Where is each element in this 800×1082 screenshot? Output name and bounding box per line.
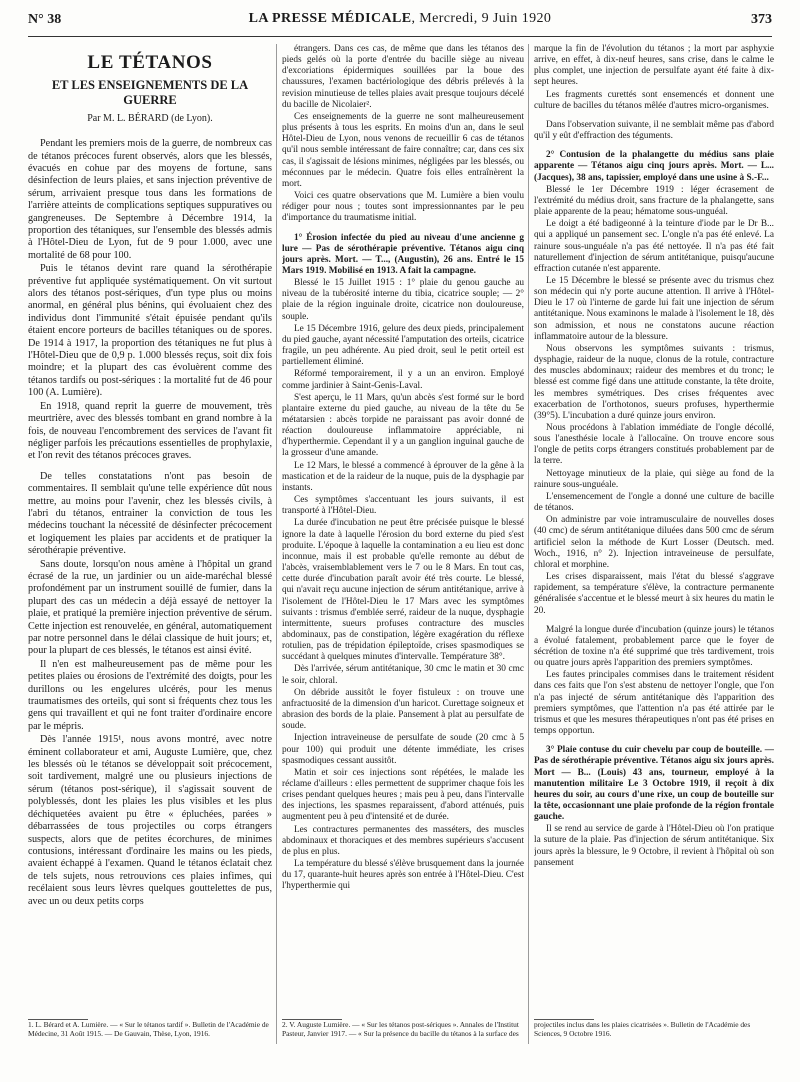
paragraph: Malgré la longue durée d'incubation (quinze jours) le tétanos a évolué fatalement, probablement parce que le foyer de sécrétion de toxine n'a été supprimé que très tardivement, trois ou quatre jours après l'apparition des premiers symptômes. xyxy=(534,624,774,669)
paragraph: La durée d'incubation ne peut être précisée puisque le blessé ignore la date à laquelle l'érosion du bord externe du pied s'est produite. L'époque à laquelle la contamination a eu lieu est donc inconnue, mais il est probable qu'elle remonte au début de l'abcès, vraisemblablement vers le 7 ou le 8 Mars. En tout cas, cette durée d'incubation paraît avoir été très courte. Le blessé, qui n'avait reçu aucune injection de sérum antitétanique, arrive à l'isolement de l'Hôtel-Dieu le 17 Mars avec les symptômes suivants : trismus d'emblée serré, raideur de la nuque, dysphagie intermittente, sueurs profuses contracture des muscles abdominaux, pas de constipation, légère exagération du réflexe rotulien, pas de trépidation épileptoïde, crises spasmodiques se succédant à quelques minutes d'intervalle. Température 38°. xyxy=(282,518,524,663)
paragraph: Sans doute, lorsqu'on nous amène à l'hôpital un grand écrasé de la rue, un jardinier ou un aide-maréchal blessé profondément par un instrument souillé de fumier, dans la plupart des cas un médecin a déjà essayé de nettoyer la plaie, et pratiqué la première injection préventive de sérum. Cette injection est renouvelée, en général, automatiquement par notre personnel dans le délai classique de huit jours; et, pour la plupart de ces blessés, le tétanos est ainsi évité. xyxy=(28,558,272,657)
issue-number: N° 38 xyxy=(28,12,62,27)
footnote: 1. L. Bérard et A. Lumière. — « Sur le tétanos tardif ». Bulletin de l'Académie de Médecine, 31 Août 1915. — De Gauvain, Thèse, Lyon, 1916. xyxy=(28,1020,269,1038)
paragraph: Les contractures permanentes des masséters, des muscles abdominaux et thoraciques et des membres supérieurs s'accusent de plus en plus. xyxy=(282,824,524,857)
paragraph: Le 12 Mars, le blessé a commencé à éprouver de la gêne à la mastication et de la raideur de la nuque, puis de la dysphagie par instants. xyxy=(282,460,524,493)
paragraph: étrangers. Dans ces cas, de même que dans les tétanos des pieds gelés où la porte d'entrée du bacille siège au niveau d'excoriations épidermiques souillées par la boue des chaussures, l'examen bactériologique des débris prélevés à la revision minutieuse de telles plaies avait presque toujours décelé du bacille de Nicolaier². xyxy=(282,44,524,110)
paragraph: Nettoyage minutieux de la plaie, qui siège au fond de la rainure sous-unguéale. xyxy=(534,468,774,490)
paragraph: La température du blessé s'élève brusquement dans la journée du 17, quarante-huit heures après son entrée à l'Hôtel-Dieu. C'est l'hyperthermie qui xyxy=(282,859,524,892)
paragraph: L'ensemencement de l'ongle a donné une culture de bacille de tétanos. xyxy=(534,491,774,514)
paragraph: Les fragments curettés sont ensemencés et donnent une culture de bacilles du tétanos mêlée d'autres micro-organismes. xyxy=(534,89,774,111)
article-title: LE TÉTANOS xyxy=(87,52,213,73)
paragraph: En 1918, quand reprit la guerre de mouvement, très meurtrière, avec des blessés tombant en grand nombre à la fois, de nouveau l'encombrement des services de l'avant fit négliger parfois les précautions essentielles de prophylaxie, et l'on revit des tétanos précoces graves. xyxy=(28,400,272,462)
column-1-body xyxy=(28,44,272,1008)
page-number: 373 xyxy=(751,12,772,27)
article-byline: Par M. L. BÉRARD (de Lyon). xyxy=(87,113,213,124)
masthead-title: LA PRESSE MÉDICALE, Mercredi, 9 Juin 1920 xyxy=(248,11,552,26)
paragraph: Nous procédons à l'ablation immédiate de l'ongle décollé, sous l'anesthésie locale à l'allocaïne. On trouve encore sous l'ongle de petits corps étrangers constitués probablement par de la terre. xyxy=(534,423,774,467)
paragraph: Il n'en est malheureusement pas de même pour les petites plaies ou érosions de l'extrémité des doigts, pour les durillons ou les engelures ulcérés, pour les menus traumatismes des orteils, qui sont si fréquents chez tous les gens qui travaillent et qui ne font traiter d'ordinaire encore par le mépris. xyxy=(28,658,272,732)
paragraph: Blessé le 1er Décembre 1919 : léger écrasement de l'extrémité du médius droit, sans fracture de la phalangette, sans plaie apparente de la peau; hématome sous-unguéal. xyxy=(534,184,774,218)
paragraph: Ces symptômes s'accentuant les jours suivants, il est transporté à l'Hôtel-Dieu. xyxy=(282,495,524,517)
column-2 xyxy=(282,44,524,1044)
paragraph: Le doigt a été badigeonné à la teinture d'iode par le Dr B... qui a appliqué un pansement sec. L'ongle n'a pas été enlevé. La rainure sous-unguéale n'a pas été nettoyée. Il n'a pas été fait naturellement d'injection de sérum antitétanique, puisqu'aucune effraction cutanée n'est apparente. xyxy=(534,219,774,274)
column-divider xyxy=(276,44,277,1044)
paragraph: Pendant les premiers mois de la guerre, de nombreux cas de tétanos précoces furent observés, alors que les blessés, évacués en cohue par des moyens de fortune, sans désinfection de leurs plaies, et sans injection préventive de sérum, arrivaient presque tous dans les formations de l'arrière atteints de complications septiques suppuratives ou gangreneuses. De Septembre à Décembre 1914, la proportion des tétaniques, sur l'ensemble des blessés admis à l'Hôtel-Dieu de Lyon, fut de 9 pour 1.000, avec une mortalité de 68 pour 100. xyxy=(28,138,272,261)
paragraph: Ces enseignements de la guerre ne sont malheureusement plus présents à tous les esprits. En moins d'un an, dans le seul Hôtel-Dieu de Lyon, nous venons de recueillir 6 cas de tétanos qu'il nous semble intéressant de faire connaître; car, dans ces six cas, il s'agissait de lésions minimes, négligées par les blessés, ou méconnues par le médecin. Quatre fois elles entraînèrent la mort. xyxy=(282,111,524,189)
masthead xyxy=(28,8,772,37)
footnotes xyxy=(28,1015,272,1038)
paragraph: Réformé temporairement, il y a un an environ. Employé comme jardinier à Saint-Genis-Laval. xyxy=(282,369,524,391)
case-heading: 2° Contusion de la phalangette du médius sans plaie apparente — Tétanos aigu cinq jours après. Mort. — L... (Jacques), 38 ans, tapissier, employé dans une usine à S.-F... xyxy=(534,150,774,183)
paragraph: marque la fin de l'évolution du tétanos ; la mort par asphyxie arrive, en effet, à dix-neuf heures, sans crise, dans le calme le plus complet, une injection de persulfate ayant été faite à dix-sept heures. xyxy=(534,44,774,88)
column-3-body xyxy=(534,44,774,1008)
paragraph: Blessé le 15 Juillet 1915 : 1° plaie du genou gauche au niveau de la tubérosité interne du tibia, cicatrice souple; — 2° plaie de la région inguinale droite, cicatrice non douloureuse, souple. xyxy=(282,278,524,322)
paragraph: Voici ces quatre observations que M. Lumière a bien voulu rédiger pour nous ; toutes sont impressionnantes par le peu d'importance du traumatisme initial. xyxy=(282,191,524,224)
paragraph: On administre par voie intramusculaire de nouvelles doses (40 cmc) de sérum antitétanique diluées dans 500 cmc de sérum artificiel selon la méthode de Kurt Losser (Deutsch. med. Woch., 1916, n° 2). Injection intraveineuse de persulfate, chloral et morphine. xyxy=(534,515,774,570)
column-divider xyxy=(528,44,529,1044)
paragraph: Dès l'arrivée, sérum antitétanique, 30 cmc le matin et 30 cmc le soir, chloral. xyxy=(282,664,524,686)
paragraph: Le 15 Décembre 1916, gelure des deux pieds, principalement du pied gauche, ayant nécessité l'amputation des orteils, cicatrice fragile, un peu adhérente. Au pied droit, seul le petit orteil est partiellement éliminé. xyxy=(282,323,524,368)
article-subtitle: ET LES ENSEIGNEMENTS DE LA GUERRE xyxy=(51,78,249,107)
footnote: projectiles inclus dans les plaies cicatrisées ». Bulletin de l'Académie des Sciences, 9 Octobre 1916. xyxy=(534,1020,751,1038)
paragraph: Les crises disparaissent, mais l'état du blessé s'aggrave rapidement, sa température s'élève, la contracture permanente généralisée s'accentue et le blessé meurt à six heures du matin le 20. xyxy=(534,572,774,616)
footnote: 2. V. Auguste Lumière. — « Sur les tétanos post-sériques ». Annales de l'Institut Pasteur, Janvier 1917. — « Sur la présence du bacille du tétanos à la surface des xyxy=(282,1020,519,1038)
paragraph: S'est aperçu, le 11 Mars, qu'un abcès s'est formé sur le bord plantaire externe du pied gauche, au niveau de la tête du 5e métatarsien : abcès torpide ne paraissant pas avoir donné de réaction douloureuse inflammatoire appréciable, ni d'hyperthermie. Cependant il y a un ganglion inguinal gauche de la grosseur d'une amande. xyxy=(282,392,524,459)
paragraph: Nous observons les symptômes suivants : trismus, dysphagie, raideur de la nuque, clonus de la rotule, contracture des muscles abdominaux; raideur des membres et du tronc; le blessé est comme figé dans une attitude constante, la tête droite, les membres symétriques. Des crises fréquentes avec exacerbation de l'orthotonos, sueurs profuses, hyperthermie (39°5). L'incubation a duré quinze jours environ. xyxy=(534,343,774,421)
issue-date: Mercredi, 9 Juin 1920 xyxy=(419,11,552,26)
column-2-body xyxy=(282,44,524,1008)
paragraph: Dans l'observation suivante, il ne semblait même pas d'abord qu'il y eût d'effraction des téguments. xyxy=(534,119,774,142)
footnotes xyxy=(534,1015,774,1038)
paragraph: Matin et soir ces injections sont répétées, le malade les réclame d'ailleurs : elles permettent de supprimer chaque fois les crises pendant quelques heures ; mais peu à peu, dans l'intervalle des injections, les spasmes reparaissent, d'abord atténués, puis augmentent peu à peu d'intensité et de durée. xyxy=(282,767,524,823)
paragraph: Dès l'année 1915¹, nous avons montré, avec notre éminent collaborateur et ami, Auguste Lumière, que, chez les blessés où le tétanos se développait soit précocement, soit tardivement, malgré une ou plusieurs injections de sérum (tétanos post-sérique), il s'agissait souvent de polyblessés, dont les plaies les plus visibles et les plus déchiquetées avaient pu être « épluchées, parées » débarrassées de tous projectiles ou corps étrangers suspects, alors que de petites écorchures, de minimes contusions, intéressant d'ordinaire les mains ou les pieds, avaient échappé à l'examen. Quand le tétanos éclatait chez de tels sujets, nous retrouvions ces plaies infimes, qui recélaient sous leurs lèvres quelques gouttelettes de pus, avec un ou deux petits corps xyxy=(28,734,272,907)
column-1 xyxy=(28,44,272,1044)
paragraph: De telles constatations n'ont pas besoin de commentaires. Il semblait qu'une telle expérience dût nous mettre, au moins pour l'avenir, chez les blessés civils, à l'abri du tétanos, entrainer la conviction de tous les médecins touchant la nécessité de désinfecter précocement et logiquement les plaies par accidents et de pratiquer la sérothérapie préventive. xyxy=(28,470,272,557)
journal-name: LA PRESSE MÉDICALE xyxy=(248,11,412,26)
paragraph: Puis le tétanos devint rare quand la sérothérapie préventive fut appliquée systématiquement. On vit surtout alors des tétanos post-sériques, d'un type plus ou moins anormal, en général plus bénins, qui évoluaient chez des individus dont l'immunité s'était épuisée pendant qu'ils étaient encore porteurs de bacilles tétaniques ou de spores. De 1914 à 1917, la proportion des tétaniques ne fut plus à l'Hôtel-Dieu que de 0,9 p. 1.000 blessés reçus, soit dix fois moindre; et la plupart des cas évoluèrent comme des tétanos tardifs ou post-sériques : la mortalité fut de 46 pour 100 (A. Lumière). xyxy=(28,263,272,399)
paragraph: Les fautes principales commises dans le traitement résident dans ces faits que l'on s'est abstenu de nettoyer l'ongle, que l'on n'a pas injecté de sérum antitétanique dès l'apparition des premiers symptômes, que l'attention n'a pas été attirée par le trismus et que les mesures thérapeutiques n'ont pas été prises en temps opportun. xyxy=(534,670,774,737)
paragraph: Le 15 Décembre le blessé se présente avec du trismus chez son médecin qui n'y porte aucune attention. Il arrive à l'Hôtel-Dieu le 17 où l'interne de garde lui fait une injection de sérum antitétanique. Nous examinons le malade à l'isolement le 18, dès son admission, et nous ne constatons aucune réaction inflammatoire autour de la blessure. xyxy=(534,275,774,342)
column-3 xyxy=(534,44,774,1044)
paragraph: Il se rend au service de garde à l'Hôtel-Dieu où l'on pratique la suture de la plaie. Pas d'injection de sérum antitétanique. Six jours après la blessure, le 9 Octobre, il revient à l'hôpital où son pansement xyxy=(534,824,774,868)
paragraph: Injection intraveineuse de persulfate de soude (20 cmc à 5 pour 100) qui produit une détente immédiate, les crises spasmodiques cessant aussitôt. xyxy=(282,733,524,766)
paragraph: On débride aussitôt le foyer fistuleux : on trouve une anfractuosité de la dimension d'un haricot. Curettage soigneux et abrasion des bords de la plaie. Pansement à plat au persulfate de soude. xyxy=(282,687,524,732)
case-heading: 3° Plaie contuse du cuir chevelu par coup de bouteille. — Pas de sérothérapie préventive. Tétanos aigu six jours après. Mort — B... (Louis) 43 ans, tourneur, employé à la manutention militaire Le 3 Octobre 1919, il reçoit à dix heures du soir, au cours d'une rixe, un coup de bouteille sur la tête, occasionnant une plaie profonde de la région frontale gauche. xyxy=(534,745,774,823)
case-heading: 1° Érosion infectée du pied au niveau d'une ancienne g lure — Pas de sérothérapie préventive. Tétanos aigu cinq jours après. Mort. — T..., (Augustin), 26 ans. Entré le 15 Mars 1919. Mobilisé en 1913. A fait la campagne. xyxy=(282,232,524,276)
footnotes xyxy=(282,1015,524,1038)
